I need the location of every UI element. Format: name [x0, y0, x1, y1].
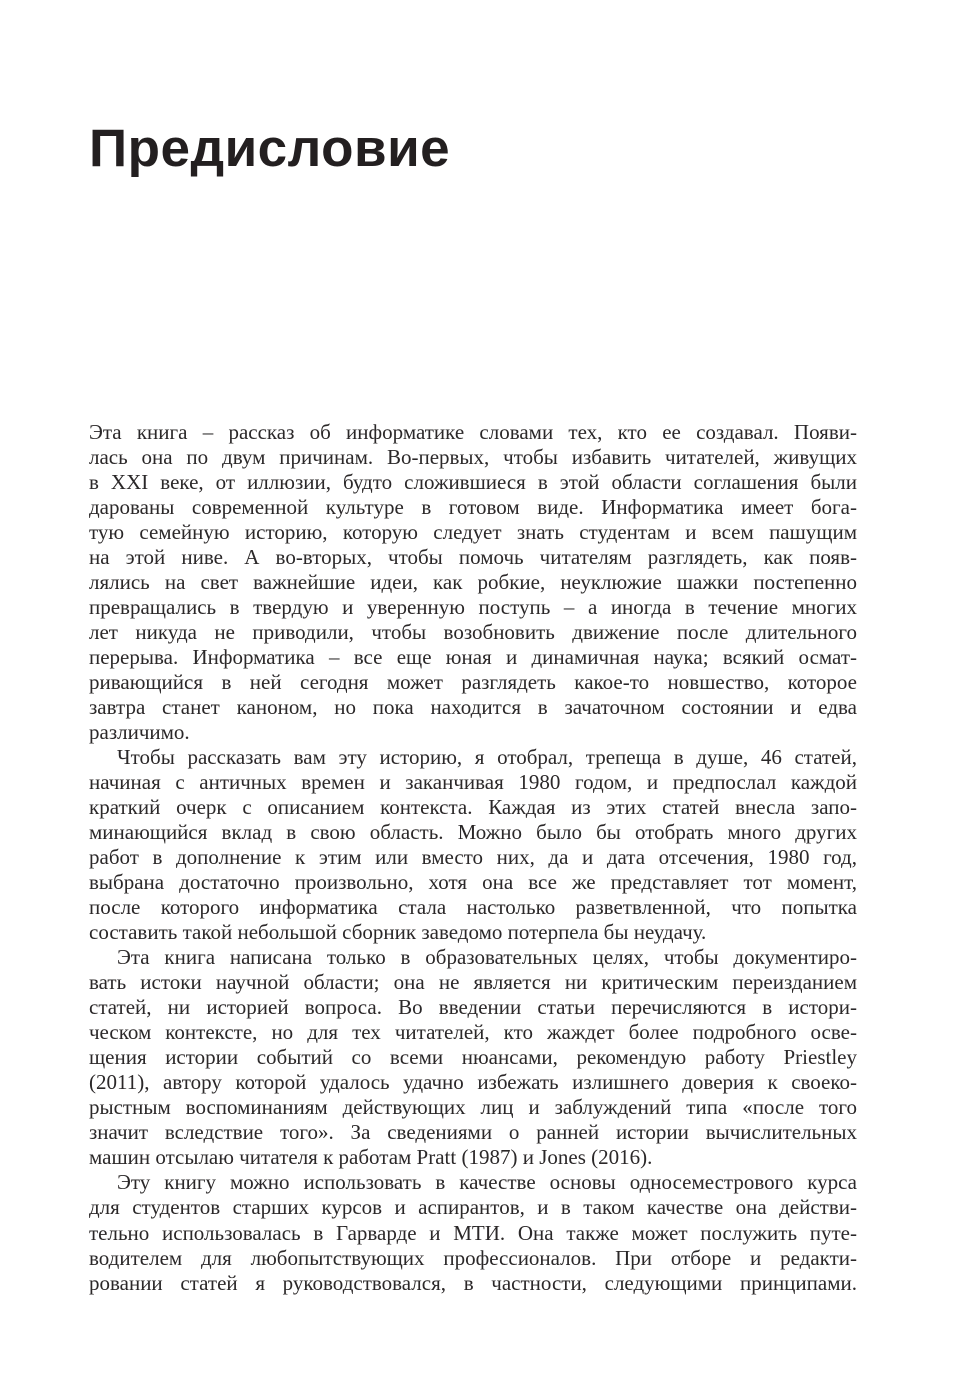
- text-line: значит вследствие того». За сведениями о ранней истории вычислительных: [89, 1120, 857, 1145]
- paragraph: [89, 945, 857, 1170]
- text-line: дарованы современной культуре в готовом виде. Информатика имеет бога-: [89, 495, 857, 520]
- text-line: Эта книга написана только в образовательных целях, чтобы документиро-: [117, 945, 857, 970]
- text-line: (2011), автору которой удалось удачно избежать излишнего доверия к своеко-: [89, 1070, 857, 1095]
- text-line: краткий очерк с описанием контекста. Каждая из этих статей внесла запо-: [89, 795, 857, 820]
- text-line: щения истории событий со всеми нюансами, рекомендую работу Priestley: [89, 1045, 857, 1070]
- text-line: завтра станет каноном, но пока находится в зачаточном состоянии и едва: [89, 695, 857, 720]
- text-line: Эту книгу можно использовать в качестве основы односеместрового курса: [117, 1170, 857, 1195]
- text-line: ривающийся в ней сегодня может разглядеть какое-то новшество, которое: [89, 670, 857, 695]
- paragraph: [89, 1170, 857, 1295]
- text-line: Эта книга – рассказ об информатике словами тех, кто ее создавал. Появи-: [89, 420, 857, 444]
- paragraph: [89, 420, 857, 745]
- text-line: после которого информатика стала настолько разветвленной, что попытка: [89, 895, 857, 920]
- text-line: минающийся вклад в свою область. Можно было бы отобрать много других: [89, 820, 857, 845]
- text-line: водителем для любопытствующих профессионалов. При отборе и редакти-: [89, 1245, 857, 1270]
- text-line: лет никуда не приводили, чтобы возобновить движение после длительного: [89, 620, 857, 645]
- paragraph: [89, 745, 857, 945]
- text-line: составить такой небольшой сборник заведомо потерпела бы неудачу.: [89, 920, 707, 945]
- text-line: лась она по двум причинам. Во-первых, чтобы избавить читателей, живущих: [89, 445, 857, 470]
- text-line: выбрана достаточно произвольно, хотя она все же представляет тот момент,: [89, 870, 857, 895]
- preface-body: [89, 420, 857, 1296]
- text-line: лялись на свет важнейшие идеи, как робкие, неуклюжие шажки постепенно: [89, 570, 857, 595]
- text-line: машин отсылаю читателя к работам Pratt (1987) и Jones (2016).: [89, 1145, 653, 1170]
- text-line: начиная с античных времен и заканчивая 1980 годом, и предпослал каждой: [89, 770, 857, 795]
- text-line: превращались в твердую и уверенную поступь – а иногда в течение многих: [89, 595, 857, 620]
- text-line: на этой ниве. А во-вторых, чтобы помочь читателям разглядеть, как появ-: [89, 545, 857, 570]
- text-line: тельно использовалась в Гарварде и МТИ. Она также может послужить путе-: [89, 1220, 857, 1245]
- page-title: Предисловие: [89, 119, 451, 178]
- text-line: в XXI веке, от иллюзии, будто сложившиеся в этой области соглашения были: [89, 470, 857, 495]
- text-line: тую семейную историю, которую следует знать студентам и всем пашущим: [89, 520, 857, 545]
- text-line: вать истоки научной области; она не является ни критическим переизданием: [89, 970, 857, 995]
- text-line: статей, ни историей вопроса. Во введении статьи перечисляются в истори-: [89, 995, 857, 1020]
- text-line: работ в дополнение к этим или вместо них, да и дата отсечения, 1980 год,: [89, 845, 857, 870]
- text-line: ческом контексте, но для тех читателей, кто жаждет более подробного осве-: [89, 1020, 857, 1045]
- text-line: ровании статей я руководствовался, в частности, следующими принципами.: [89, 1270, 857, 1295]
- text-line: перерыва. Информатика – все еще юная и динамичная наука; всякий осмат-: [89, 645, 857, 670]
- text-line: для студентов старших курсов и аспирантов, и в таком качестве она действи-: [89, 1195, 857, 1220]
- text-line: Чтобы рассказать вам эту историю, я отобрал, трепеща в душе, 46 статей,: [117, 745, 857, 770]
- text-line: рыстным воспоминаниям действующих лиц и заблуждений типа «после того: [89, 1095, 857, 1120]
- text-line: различимо.: [89, 720, 190, 745]
